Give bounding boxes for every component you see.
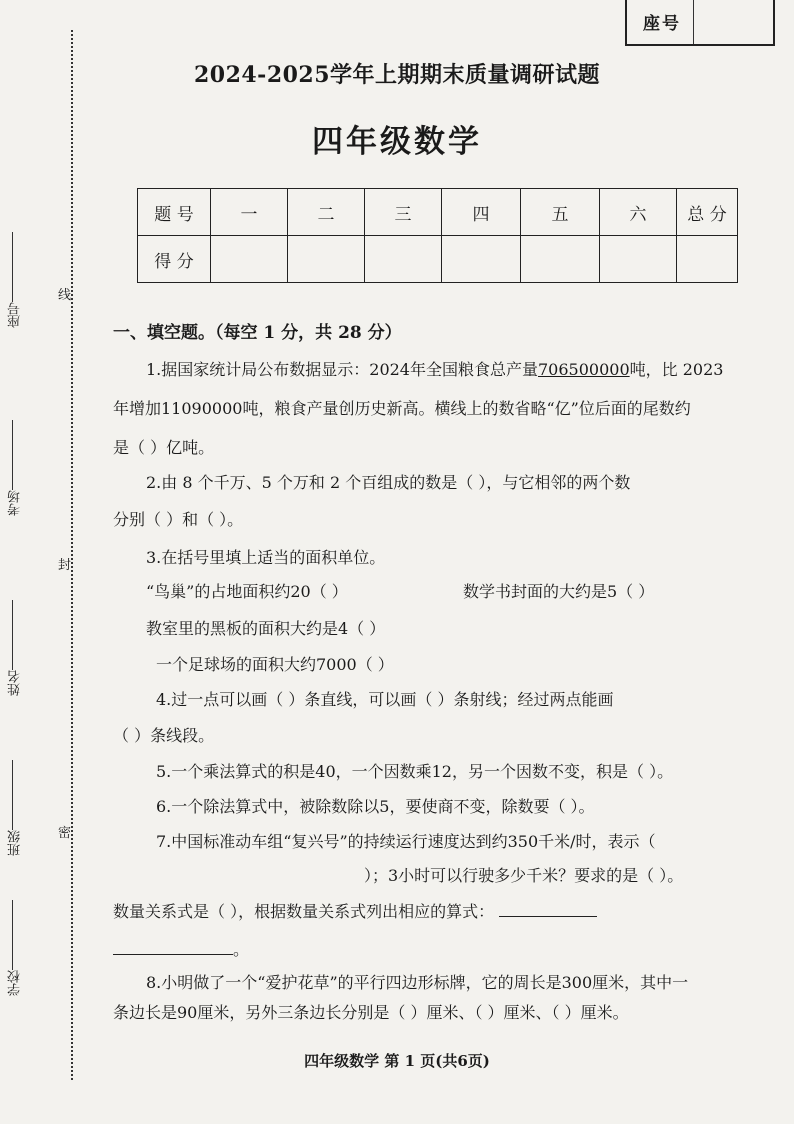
side-field-seat (6, 232, 25, 328)
question-4-line-2: （ ）条线段。 (113, 726, 215, 745)
q7-end-mark: 。 (233, 940, 250, 959)
q7-relation-text: 数量关系式是（ ），根据数量关系式列出相应的算式： (113, 902, 495, 921)
q7-answer-blank-1[interactable] (499, 902, 597, 917)
score-header-cell: 一 (211, 189, 288, 236)
question-4-line-1: 4.过一点可以画（ ）条直线，可以画（ ）条射线；经过两点能画 (156, 690, 614, 709)
seat-box-divider (693, 0, 694, 44)
binding-mark-secret: 密 (58, 820, 71, 843)
question-8-line-1: 8.小明做了一个“爱护花草”的平行四边形标牌，它的周长是300厘米，其中一 (146, 973, 689, 992)
question-3: 3.在括号里填上适当的面积单位。 (146, 548, 386, 567)
score-cell[interactable] (288, 236, 365, 283)
page-footer: 四年级数学 第 1 页(共6页) (304, 1052, 490, 1070)
exam-title: 2024-2025学年上期期末质量调研试题 (193, 62, 601, 88)
side-field-school (6, 900, 25, 996)
question-3-item-d: 一个足球场的面积大约7000（ ） (156, 655, 394, 674)
side-field-seat-label: 座号 (8, 302, 23, 328)
seat-number-label: 座号 (643, 13, 681, 34)
q1-text-end: 吨，比 2023 (629, 360, 724, 379)
question-1-line-1 (146, 360, 723, 380)
binding-mark-seal: 封 (58, 552, 71, 575)
score-header-cell: 二 (288, 189, 365, 236)
question-1-line-3: 是（ ）亿吨。 (113, 438, 215, 457)
score-cell[interactable] (211, 236, 288, 283)
question-6: 6.一个除法算式中，被除数除以5，要使商不变，除数要（ ）。 (156, 797, 595, 816)
exam-subject: 四年级数学 (312, 124, 482, 160)
seat-number-box (625, 0, 775, 46)
side-field-name (6, 600, 25, 696)
question-7-line-1: 7.中国标准动车组“复兴号”的持续运行速度达到约350千米/时，表示（ (156, 832, 656, 851)
question-3-item-a: “鸟巢”的占地面积约20（ ） (146, 582, 348, 601)
q1-text: 1.据国家统计局公布数据显示：2024年全国粮食总产量 (146, 360, 538, 379)
question-3-item-b: 数学书封面的大约是5（ ） (463, 582, 655, 601)
side-field-name-label: 姓名 (8, 670, 23, 696)
question-1-line-2: 年增加11090000吨，粮食产量创历史新高。横线上的数省略“亿”位后面的尾数约 (113, 399, 691, 418)
question-3-item-c: 教室里的黑板的面积大约是4（ ） (146, 619, 386, 638)
binding-mark-line: 线 (58, 282, 71, 305)
side-field-class-label: 班级 (8, 830, 23, 856)
score-header-cell: 四 (442, 189, 521, 236)
score-table-score-row (138, 236, 738, 283)
score-cell[interactable] (442, 236, 521, 283)
q1-underlined-number: 706500000 (538, 360, 630, 379)
score-cell[interactable] (521, 236, 600, 283)
binding-dotted-line (71, 30, 73, 1080)
score-header-cell: 总 分 (677, 189, 738, 236)
score-header-cell: 三 (365, 189, 442, 236)
score-cell[interactable] (365, 236, 442, 283)
q7-answer-blank-2[interactable] (113, 940, 233, 955)
question-7-line-4 (113, 940, 249, 960)
score-cell[interactable] (600, 236, 677, 283)
question-8-line-2: 条边长是90厘米，另外三条边长分别是（ ）厘米、（ ）厘米、（ ）厘米。 (113, 1003, 629, 1022)
score-row-label: 得 分 (138, 236, 211, 283)
score-header-cell: 六 (600, 189, 677, 236)
score-table (137, 188, 738, 283)
score-header-cell: 五 (521, 189, 600, 236)
score-header-cell: 题 号 (138, 189, 211, 236)
side-field-room (6, 420, 25, 516)
question-7-line-2: ）；3小时可以行驶多少千米？要求的是（ ）。 (364, 866, 684, 885)
section-fill-blank-title: 一、填空题。（每空 1 分，共 28 分） (113, 323, 402, 343)
side-field-school-label: 学校 (8, 970, 23, 996)
score-cell[interactable] (677, 236, 738, 283)
question-7-line-3 (113, 902, 597, 922)
score-table-header-row (138, 189, 738, 236)
question-2-line-2: 分别（ ）和（ ）。 (113, 510, 244, 529)
side-field-room-label: 考场 (8, 490, 23, 516)
question-5: 5.一个乘法算式的积是40，一个因数乘12，另一个因数不变，积是（ ）。 (156, 762, 674, 781)
side-field-class (6, 760, 25, 856)
question-2-line-1: 2.由 8 个千万、5 个万和 2 个百组成的数是（ ），与它相邻的两个数 (146, 473, 631, 492)
